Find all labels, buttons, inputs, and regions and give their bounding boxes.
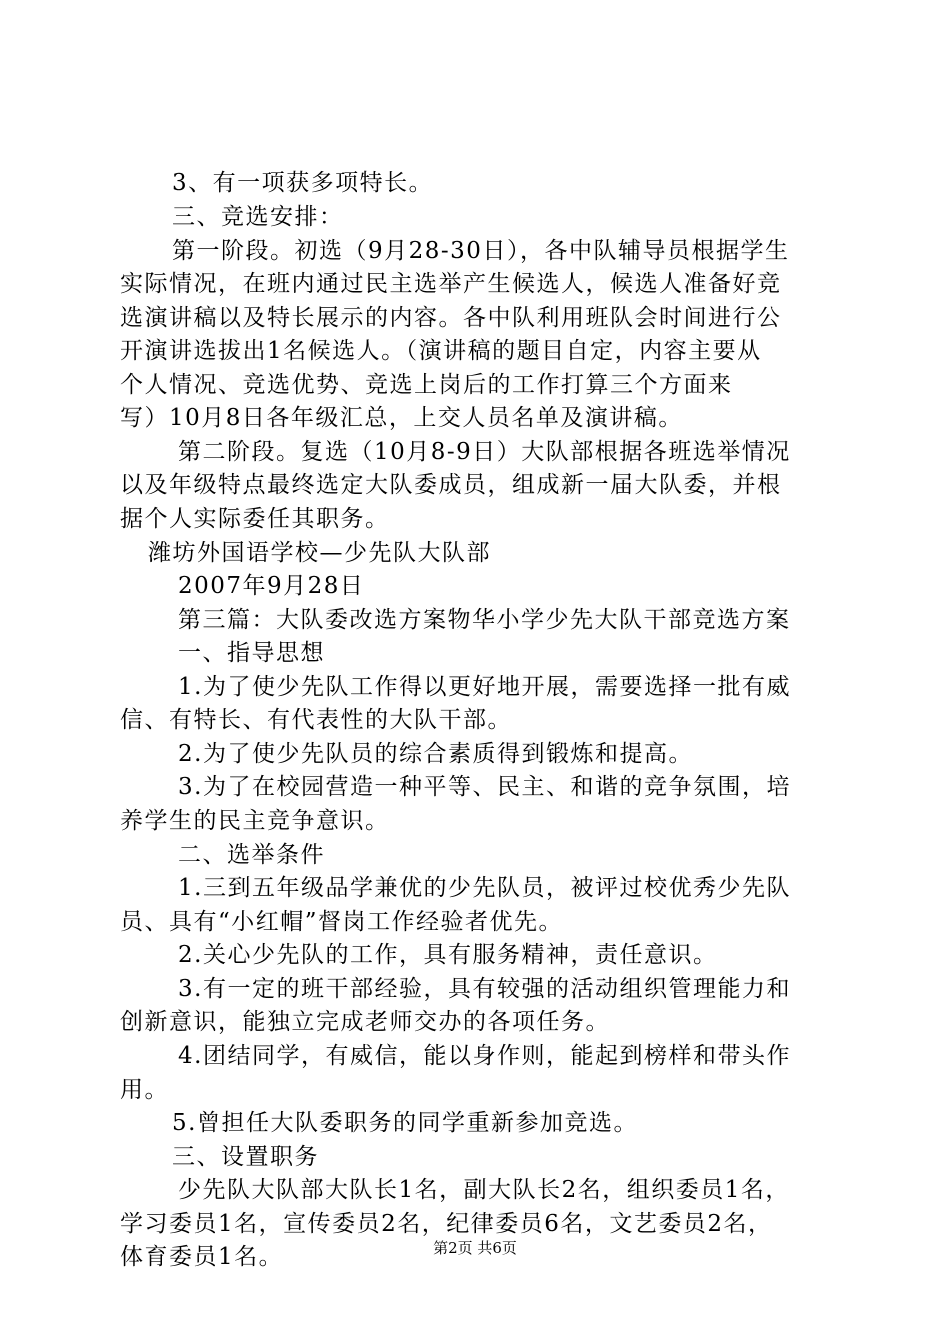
text-line: 用。 [120,1077,169,1103]
text-line: 第三篇：大队委改选方案物华小学少先大队干部竞选方案 [178,607,791,633]
page-footer: 第2页 共6页 [433,1239,517,1257]
text-line: 二、选举条件 [178,842,325,868]
text-line: 养学生的民主竞争意识。 [120,808,390,834]
text-line: 3.有一定的班干部经验，具有较强的活动组织管理能力和 [178,976,791,1002]
text-line: 3、有一项获多项特长。 [172,170,434,196]
text-line: 4.团结同学，有威信，能以身作则，能起到榜样和带头作 [178,1043,791,1069]
text-line: 一、指导思想 [178,640,325,666]
text-line: 体育委员1名。 [120,1244,284,1270]
text-line: 写）10月8日各年级汇总，上交人员名单及演讲稿。 [120,405,683,431]
text-line: 1.三到五年级品学兼优的少先队员，被评过校优秀少先队 [178,875,791,901]
text-line: 第一阶段。初选（9月28-30日），各中队辅导员根据学生 [172,238,790,264]
text-line: 信、有特长、有代表性的大队干部。 [120,707,512,733]
text-line: 潍坊外国语学校—少先队大队部 [148,540,491,566]
text-line: 实际情况，在班内通过民主选举产生候选人，候选人准备好竞 [120,271,782,297]
text-line: 三、设置职务 [172,1144,319,1170]
text-line: 少先队大队部大队长1名，副大队长2名，组织委员1名， [178,1177,790,1203]
text-line: 2007年9月28日 [178,573,365,599]
text-line: 以及年级特点最终选定大队委成员，组成新一届大队委，并根 [120,472,782,498]
text-line: 2.为了使少先队员的综合素质得到锻炼和提高。 [178,741,693,767]
text-line: 三、竞选安排： [172,204,344,230]
text-line: 学习委员1名，宣传委员2名，纪律委员6名，文艺委员2名， [120,1211,773,1237]
text-line: 5.曾担任大队委职务的同学重新参加竞选。 [172,1110,638,1136]
text-line: 第二阶段。复选（10月8-9日）大队部根据各班选举情况 [178,439,791,465]
text-line: 开演讲选拔出1名候选人。（演讲稿的题目自定，内容主要从 [120,338,762,364]
text-line: 创新意识，能独立完成老师交办的各项任务。 [120,1009,610,1035]
text-line: 3.为了在校园营造一种平等、民主、和谐的竞争氛围，培 [178,774,791,800]
text-line: 1.为了使少先队工作得以更好地开展，需要选择一批有威 [178,674,791,700]
text-line: 2.关心少先队的工作，具有服务精神，责任意识。 [178,942,718,968]
text-line: 选演讲稿以及特长展示的内容。各中队利用班队会时间进行公 [120,305,782,331]
text-line: 个人情况、竞选优势、竞选上岗后的工作打算三个方面来 [120,372,733,398]
text-line: 据个人实际委任其职务。 [120,506,390,532]
text-line: 员、具有“小红帽”督岗工作经验者优先。 [120,909,564,935]
